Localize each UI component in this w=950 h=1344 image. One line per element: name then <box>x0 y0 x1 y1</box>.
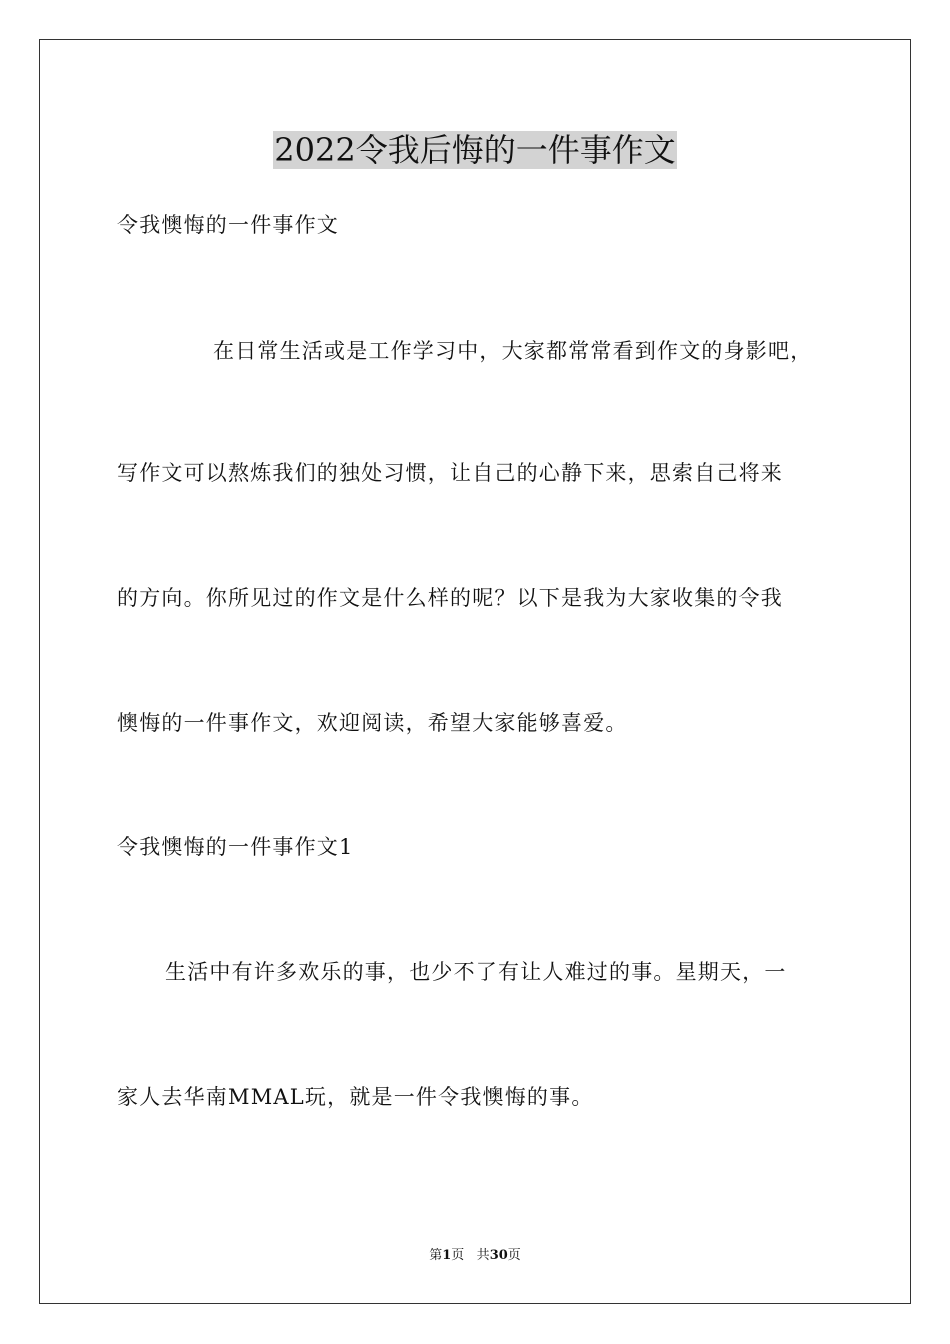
footer-total-prefix: 共 <box>476 1248 490 1263</box>
document-title <box>0 128 950 172</box>
footer-page-prefix: 第 <box>429 1248 443 1263</box>
footer-total-pages: 30 <box>489 1248 508 1263</box>
intro-line-1: 在日常生活或是工作学习中，大家都常常看到作文的身影吧， <box>213 339 813 363</box>
intro-line-4: 懊悔的一件事作文，欢迎阅读，希望大家能够喜爱。 <box>117 711 628 735</box>
intro-line-3: 的方向。你所见过的作文是什么样的呢？以下是我为大家收集的令我 <box>117 586 783 610</box>
intro-line-2: 写作文可以熬炼我们的独处习惯，让自己的心静下来，思索自己将来 <box>117 461 783 485</box>
section-line-1: 生活中有许多欢乐的事，也少不了有让人难过的事。星期天，一 <box>165 960 787 984</box>
page-footer <box>0 1247 950 1265</box>
document-subtitle: 令我懊悔的一件事作文 <box>117 213 339 237</box>
section-line-2: 家人去华南MMAL玩，就是一件令我懊悔的事。 <box>117 1085 594 1109</box>
document-title-text: 2022令我后悔的一件事作文 <box>274 131 676 169</box>
footer-page-suffix: 页 <box>451 1248 465 1263</box>
footer-total-suffix: 页 <box>507 1248 521 1263</box>
footer-page-number: 1 <box>442 1248 452 1263</box>
section-heading: 令我懊悔的一件事作文1 <box>117 835 354 859</box>
